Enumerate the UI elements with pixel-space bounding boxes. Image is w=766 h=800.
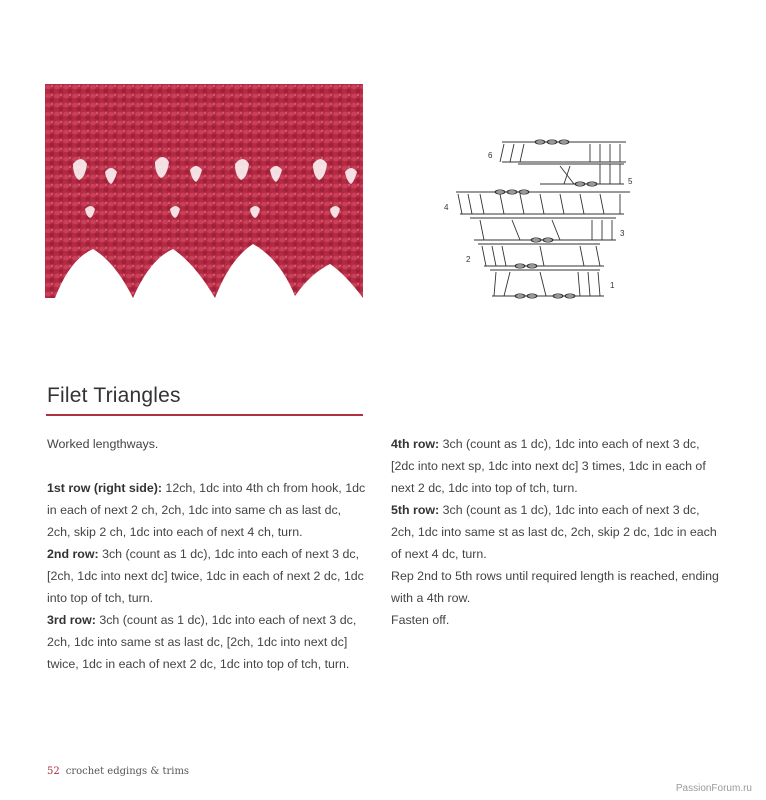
row-number-6: 6 (488, 151, 493, 160)
pattern-title: Filet Triangles (47, 384, 181, 407)
instructions-left-column (47, 433, 367, 675)
row-text: 3ch (count as 1 dc), 1dc into each of next 3 dc, 2ch, 1dc into same st as last dc, [2ch, 1dc into next dc] twice, 1dc in each of next 2 dc, 1dc into top of tch, turn. (47, 613, 357, 671)
repeat-instruction: Rep 2nd to 5th rows until required length is reached, ending with a 4th row. (391, 569, 719, 605)
row-number-5: 5 (628, 177, 633, 186)
row-label: 3rd row: (47, 613, 96, 627)
row-2-instruction (47, 543, 367, 609)
row-4-instruction (391, 433, 721, 499)
book-title: crochet edgings & trims (65, 766, 190, 777)
crochet-chart-diagram (440, 132, 640, 304)
page-number: 52 (47, 766, 60, 777)
row-3-instruction (47, 609, 367, 675)
row-text: 3ch (count as 1 dc), 1dc into each of next 3 dc, [2dc into next sp, 1dc into next dc] 3 times, 1dc in each of next 2 dc, 1dc into top of tch, turn. (391, 437, 706, 495)
instructions-right-column (391, 433, 721, 631)
row-number-1: 1 (610, 281, 615, 290)
crochet-sample-photo (45, 84, 363, 302)
fasten-off-instruction: Fasten off. (391, 613, 450, 627)
row-1-instruction (47, 477, 367, 543)
row-label: 5th row: (391, 503, 440, 517)
row-text: 3ch (count as 1 dc), 1dc into each of next 3 dc, 2ch, 1dc into same st as last dc, 2ch, skip 2 dc, 1dc in each of next 4 dc, turn. (391, 503, 717, 561)
row-text: 3ch (count as 1 dc), 1dc into each of next 3 dc, [2ch, 1dc into next dc] twice, 1dc in each of next 2 dc, 1dc into top of tch, turn. (47, 547, 364, 605)
row-number-3: 3 (620, 229, 625, 238)
watermark: PassionForum.ru (675, 783, 752, 794)
title-divider (46, 414, 363, 416)
row-5-instruction (391, 499, 721, 565)
intro-text: Worked lengthways. (47, 437, 159, 451)
row-label: 2nd row: (47, 547, 99, 561)
row-label: 4th row: (391, 437, 440, 451)
row-number-2: 2 (466, 255, 471, 264)
page-footer (47, 766, 189, 777)
row-text: 12ch, 1dc into 4th ch from hook, 1dc in each of next 2 ch, 2ch, 1dc into same ch as last dc, 2ch, skip 2 ch, 1dc into each of next 4 ch, turn. (47, 481, 366, 539)
row-number-4: 4 (444, 203, 449, 212)
row-label: 1st row (right side): (47, 481, 162, 495)
